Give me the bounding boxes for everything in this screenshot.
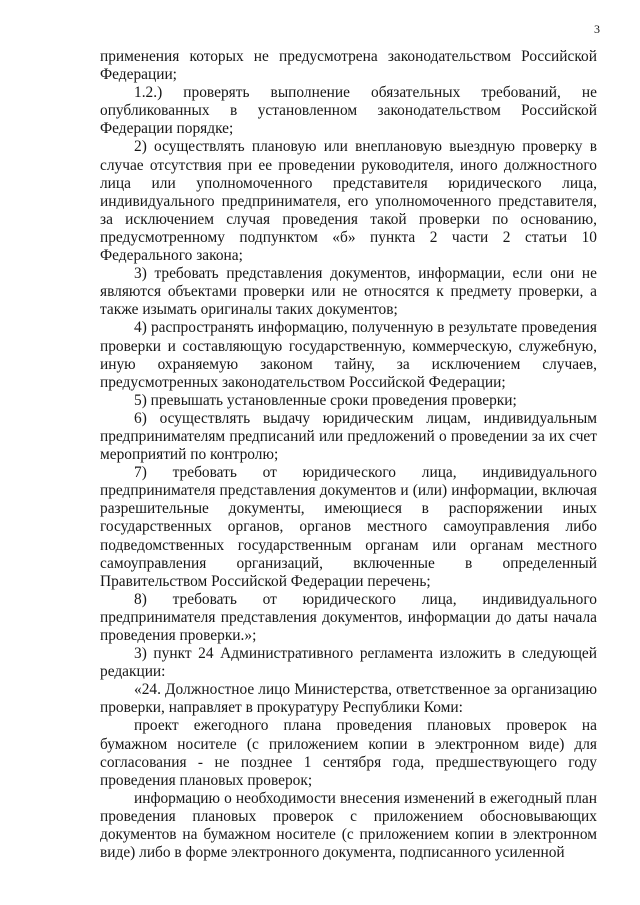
paragraph-item-5: 5) превышать установленные сроки проведения проверки;	[134, 391, 517, 409]
paragraph-item-2: 2) осуществлять плановую или внеплановую выездную проверку в случае отсутствия при ее проведении руководителя, иного должностного лица или уполномоченного представителя юридического лица, индивидуального предпринимателя, его уполномоченного представителя, за исключением случая проведения такой проверки по основанию, предусмотренному подпунктом «б» пункта 2 части 2 статьи 10 Федерального закона;	[100, 138, 597, 265]
paragraph-item-4: 4) распространять информацию, полученную в результате проведения проверки и составляющую государственную, коммерческую, служебную, иную охраняемую законом тайну, за исключением случаев, предусмотренных законодательством Российской Федерации;	[100, 319, 597, 391]
paragraph-item-3: 3) требовать представления документов, информации, если они не являются объектами проверки или не относятся к предмету проверки, а также изымать оригиналы таких документов;	[100, 265, 597, 319]
paragraph-item-8: 8) требовать от юридического лица, индивидуального предпринимателя представления документов, информации до даты начала проведения проверки.»;	[100, 590, 597, 644]
page-number: 3	[594, 22, 600, 36]
paragraph-clause-24: «24. Должностное лицо Министерства, ответственное за организацию проверки, направляет в прокуратуру Республики Коми:	[100, 681, 597, 717]
paragraph-annual-plan: проект ежегодного плана проведения плановых проверок на бумажном носителе (с приложением копии в электронном виде) для согласования - не позднее 1 сентября года, предшествующего году проведения плановых проверок;	[100, 717, 597, 789]
paragraph-plan-changes: информацию о необходимости внесения изменений в ежегодный план проведения плановых проверок с приложением обосновывающих документов на бумажном носителе (с приложением копии в электронном виде) либо в форме электронного документа, подписанного усиленной	[100, 789, 597, 862]
paragraph-amendment-3: 3) пункт 24 Административного регламента изложить в следующей редакции:	[100, 645, 597, 681]
paragraph-continuation: применения которых не предусмотрена законодательством Российской Федерации;	[100, 48, 597, 84]
paragraph-item-1-2: 1.2.) проверять выполнение обязательных требований, не опубликованных в установленном законодательством Российской Федерации порядке;	[100, 84, 597, 138]
paragraph-item-7: 7) требовать от юридического лица, индивидуального предпринимателя представления документов и (или) информации, включая разрешительные документы, имеющиеся в распоряжении иных государственных органов, органов местного самоуправления либо подведомственных государственным органам или органам местного самоуправления организаций, включенные в определенный Правительством Российской Федерации перечень;	[100, 464, 597, 590]
paragraph-item-6: 6) осуществлять выдачу юридическим лицам, индивидуальным предпринимателям предписаний или предложений о проведении за их счет мероприятий по контролю;	[100, 409, 597, 464]
document-body	[100, 48, 597, 862]
